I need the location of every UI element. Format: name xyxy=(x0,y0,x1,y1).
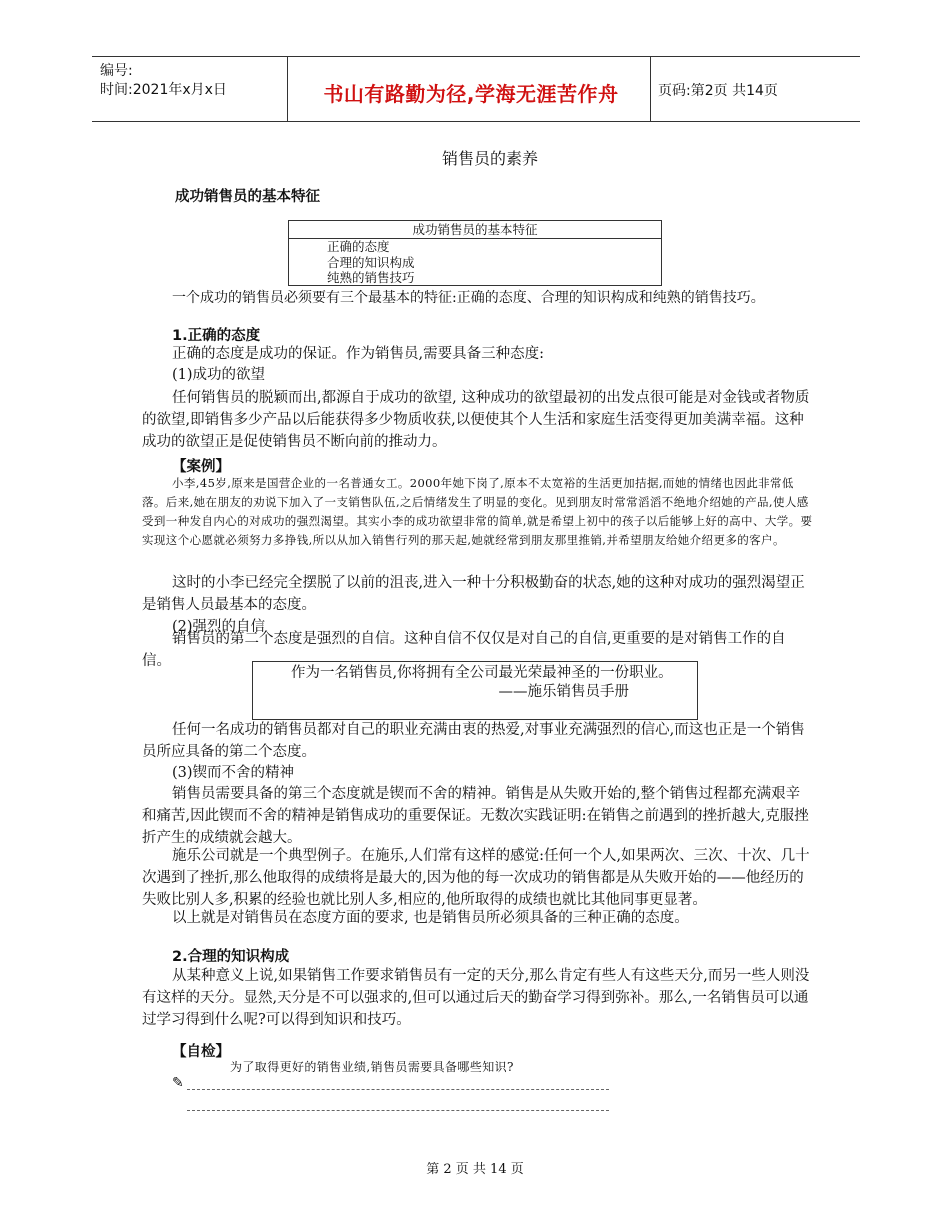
header-bottom-rule xyxy=(92,121,860,122)
s1-paragraph-4: 销售员的第二个态度是强烈的自信。这种自信不仅仅是对自己的自信,更重要的是对销售工作的自信。 xyxy=(142,631,786,669)
s1-subheading-confidence: (2)强烈的自信 xyxy=(172,619,266,635)
s1-paragraph-5: 任何一名成功的销售员都对自己的职业充满由衷的热爱,对事业充满强烈的信心,而这也正是一个销售员所应具备的第二个态度。 xyxy=(142,722,805,760)
section2-heading: 2.合理的知识构成 xyxy=(172,949,290,965)
s1-subheading-desire: (1)成功的欲望 xyxy=(172,367,266,383)
feature-item-skill: 纯熟的销售技巧 xyxy=(327,270,415,285)
s1-paragraph-7: 施乐公司就是一个典型例子。在施乐,人们常有这样的感觉:任何一个人,如果两次、三次、十次、几十次遇到了挫折,那么他取得的成绩将是最大的,因为他的每一次成功的销售都是从失败开始的——他经历的失败比别人多,积累的经验也就比别人多,相应的,他所取得的成绩也就比其他同事更显著。 xyxy=(142,848,810,908)
feature-item-attitude: 正确的态度 xyxy=(327,239,390,254)
quote-source: ——施乐销售员手册 xyxy=(498,684,629,700)
s1-subheading-persistence: (3)锲而不舍的精神 xyxy=(172,765,295,781)
section-title: 成功销售员的基本特征 xyxy=(175,189,320,205)
header-time-label: 时间:2021年x月x日 xyxy=(100,82,227,98)
s2-paragraph-1: 从某种意义上说,如果销售工作要求销售员有一定的天分,那么肯定有些人有这些天分,而另一些人则没有这样的天分。显然,天分是不可以强求的,但可以通过后天的勤奋学习得到弥补。那么,一名销售员可以通过学习得到什么呢?可以得到知识和技巧。 xyxy=(142,968,810,1028)
s1-paragraph-2: 任何销售员的脱颖而出,都源自于成功的欲望, 这种成功的欲望最初的出发点很可能是对金钱或者物质的欲望,即销售多少产品以后能获得多少物质收获,以便使其个人生活和家庭生活变得更加美满幸福。这种成功的欲望正是促使销售员不断向前的推动力。 xyxy=(142,390,810,450)
pencil-icon: ✎ xyxy=(172,1075,184,1091)
feature-table-heading: 成功销售员的基本特征 xyxy=(289,221,661,239)
s1-paragraph-3: 这时的小李已经完全摆脱了以前的沮丧,进入一种十分积极勤奋的状态,她的这种对成功的强烈渴望正是销售人员最基本的态度。 xyxy=(142,575,805,613)
intro-paragraph: 一个成功的销售员必须要有三个最基本的特征:正确的态度、合理的知识构成和纯熟的销售技巧。 xyxy=(172,290,765,306)
page-footer: 第 2 页 共 14 页 xyxy=(426,1162,524,1177)
header-number-label: 编号: xyxy=(100,63,133,79)
s1-paragraph-6: 销售员需要具备的第三个态度就是锲而不舍的精神。销售是从失败开始的,整个销售过程都充满艰辛和痛苦,因此锲而不舍的精神是销售成功的重要保证。无数次实践证明:在销售之前遇到的挫折越大,克服挫折产生的成绩就会越大。 xyxy=(142,786,809,846)
header-divider-left xyxy=(287,56,288,121)
answer-line-2[interactable] xyxy=(187,1110,609,1111)
case-label: 【案例】 xyxy=(172,459,230,475)
section1-heading: 1.正确的态度 xyxy=(172,328,261,344)
header-top-rule xyxy=(92,56,860,57)
feature-item-knowledge: 合理的知识构成 xyxy=(327,254,415,270)
feature-table xyxy=(288,220,662,286)
quote-text: 作为一名销售员,你将拥有全公司最光荣最神圣的一份职业。 xyxy=(291,665,673,681)
header-page-label: 页码:第2页 共14页 xyxy=(658,83,778,99)
header-divider-right xyxy=(650,56,651,121)
header-motto: 书山有路勤为径,学海无涯苦作舟 xyxy=(323,82,619,106)
self-check-question: 为了取得更好的销售业绩,销售员需要具备哪些知识? xyxy=(230,1060,514,1074)
self-check-label: 【自检】 xyxy=(172,1044,230,1060)
case-text: 小李,45岁,原来是国营企业的一名普通女工。2000年她下岗了,原本不太宽裕的生活更加拮据,而她的情绪也因此非常低落。后来,她在朋友的劝说下加入了一支销售队伍,之后情绪发生了明显的变化。见到朋友时常常滔滔不绝地介绍她的产品,使人感受到一种发自内心的对成功的强烈渴望。其实小李的成功欲望非常的简单,就是希望上初中的孩子以后能够上好的高中、大学。要实现这个心愿就必须努力多挣钱,所以从加入销售行列的那天起,她就经常到朋友那里推销,并希望朋友给她介绍更多的客户。 xyxy=(142,476,813,547)
doc-title: 销售员的素养 xyxy=(441,149,538,168)
quote-box xyxy=(252,661,698,720)
answer-line-1[interactable] xyxy=(187,1089,609,1090)
s1-paragraph-8: 以上就是对销售员在态度方面的要求, 也是销售员所必须具备的三种正确的态度。 xyxy=(172,910,689,926)
s1-paragraph-1: 正确的态度是成功的保证。作为销售员,需要具备三种态度: xyxy=(172,346,544,362)
